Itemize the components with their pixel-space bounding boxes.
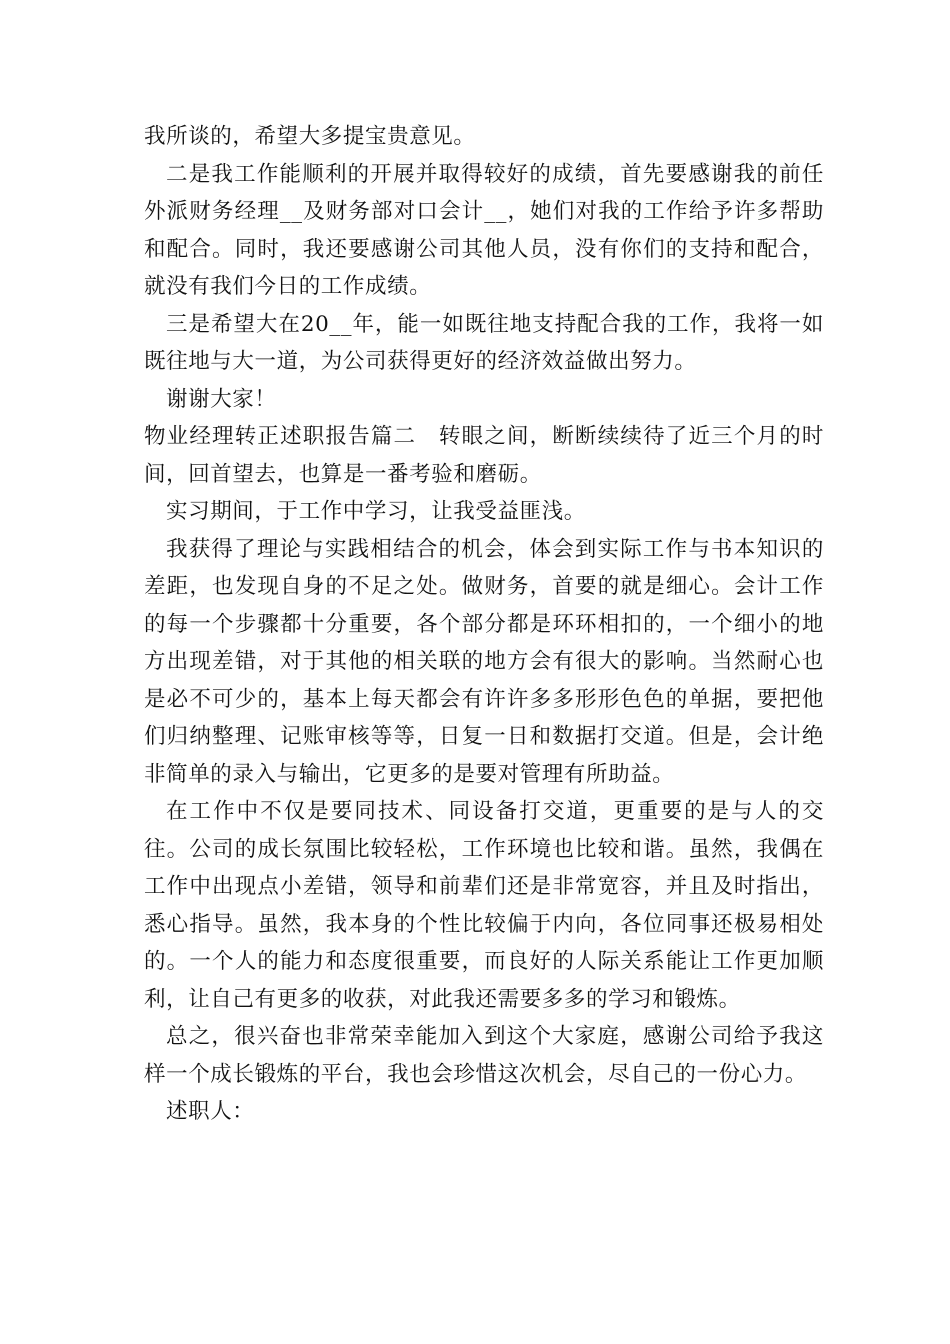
paragraph-report-two-title: 物业经理转正述职报告篇二 转眼之间，断断续续待了近三个月的时间，回首望去，也算是一番考验和磨砺。	[144, 424, 824, 487]
paragraph-closing-remarks: 我所谈的，希望大多提宝贵意见。	[144, 124, 476, 149]
paragraph-future-support: 三是希望大在20__年，能一如既往地支持配合我的工作，我将一如既往地与大一道，为公司获得更好的经济效益做出努力。	[144, 311, 824, 374]
paragraph-thank-you: 谢谢大家！	[166, 386, 277, 412]
paragraph-internship: 实习期间，于工作中学习，让我受益匪浅。	[166, 499, 586, 524]
paragraph-theory-practice: 我获得了理论与实践相结合的机会，体会到实际工作与书本知识的差距，也发现自身的不足之处。做财务，首要的就是细心。会计工作的每一个步骤都十分重要，各个部分都是环环相扣的，一个细小的地方出现差错，对于其他的相关联的地方会有很大的影响。当然耐心也是必不可少的，基本上每天都会有许许多多形形色色的单据，要把他们归纳整理、记账审核等等，日复一日和数据打交道。但是，会计绝非简单的录入与输出，它更多的是要对管理有所助益。	[144, 536, 824, 787]
paragraph-thanks-colleagues: 二是我工作能顺利的开展并取得较好的成绩，首先要感谢我的前任外派财务经理__及财务部对口会计__，她们对我的工作给予许多帮助和配合。同时，我还要感谢公司其他人员，没有你们的支持和配合，就没有我们今日的工作成绩。	[144, 161, 824, 299]
paragraph-interpersonal: 在工作中不仅是要同技术、同设备打交道，更重要的是与人的交往。公司的成长氛围比较轻松，工作环境也比较和谐。虽然，我偶在工作中出现点小差错，领导和前辈们还是非常宽容，并且及时指出，悉心指导。虽然，我本身的个性比较偏于内向，各位同事还极易相处的。一个人的能力和态度很重要，而良好的人际关系能让工作更加顺利，让自己有更多的收获，对此我还需要多多的学习和锻炼。	[144, 799, 824, 1012]
document-body	[144, 118, 824, 1131]
paragraph-summary: 总之，很兴奋也非常荣幸能加入到这个大家庭，感谢公司给予我这样一个成长锻炼的平台，我也会珍惜这次机会，尽自己的一份心力。	[144, 1024, 824, 1087]
paragraph-signature: 述职人：	[166, 1099, 255, 1124]
